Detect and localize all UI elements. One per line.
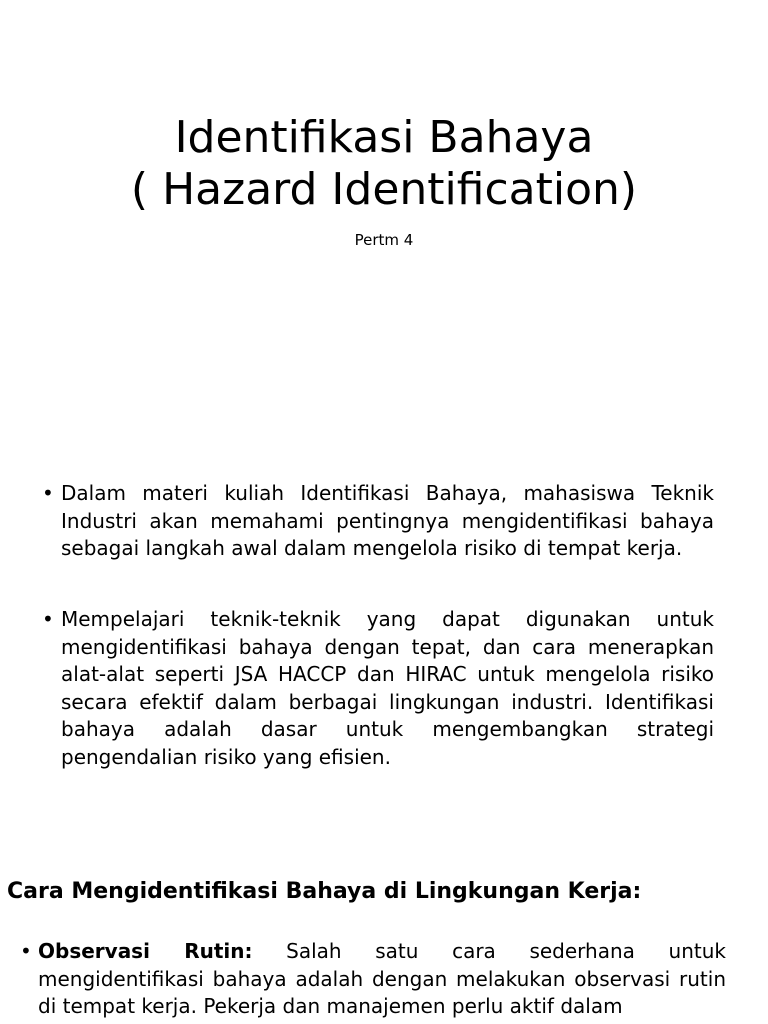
bullet-text: Mempelajari teknik-teknik yang dapat digunakan untuk mengidentifikasi bahaya dengan tepat, dan cara menerapkan alat-alat seperti JSA HACCP dan HIRAC untuk mengelola risiko secara efektif dalam berbagai lingkungan industri. Identifikasi bahaya adalah dasar untuk mengembangkan strategi pengendalian risiko yang efisien. xyxy=(61,607,714,769)
item-text: Salah satu cara sederhana untuk mengidentifikasi bahaya adalah dengan melakukan observasi rutin di tempat kerja. Pekerja dan manajemen perlu aktif dalam xyxy=(38,939,727,1018)
list-item xyxy=(40,480,714,563)
title-line-1: Identifikasi Bahaya xyxy=(174,112,594,163)
bullet-dot: • xyxy=(42,607,54,631)
bullet-text: Dalam materi kuliah Identifikasi Bahaya, mahasiswa Teknik Industri akan memahami pentingnya mengidentifikasi bahaya sebagai langkah awal dalam mengelola risiko di tempat kerja. xyxy=(61,481,714,560)
item-label: Observasi Rutin: xyxy=(38,939,253,963)
intro-bullet-list-1 xyxy=(40,480,714,563)
title-line-2: ( Hazard Identification) xyxy=(130,164,638,215)
slide-subtitle: Pertm 4 xyxy=(354,231,414,249)
list-item xyxy=(18,938,726,1021)
bullet-dot: • xyxy=(20,939,32,963)
section-heading: Cara Mengidentifikasi Bahaya di Lingkungan Kerja: xyxy=(7,879,642,904)
section-bullet-list xyxy=(18,938,726,1021)
list-item xyxy=(40,606,714,771)
intro-bullet-list-2 xyxy=(40,606,714,771)
bullet-dot: • xyxy=(42,481,54,505)
slide-title xyxy=(0,112,768,216)
